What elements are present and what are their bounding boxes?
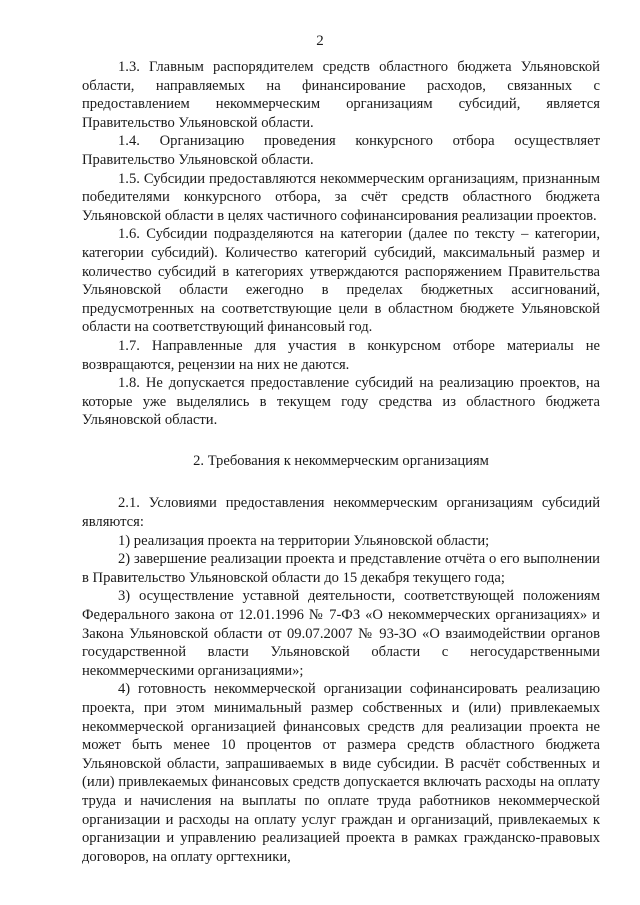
paragraph-1-6: 1.6. Субсидии подразделяются на категории (далее по тексту – категории, категории субсидий). Количество категорий субсидий, максимальный размер и количество субсидий в категориях утверждаются распоряжением Правительства Ульяновской области ежегодно в пределах бюджетных ассигнований, предусмотренных на соответствующие цели в областном бюджете Ульяновской области на соответствующий финансовый год. xyxy=(82,226,600,336)
paragraph-1-4: 1.4. Организацию проведения конкурсного отбора осуществляет Правительство Ульяновской области. xyxy=(82,133,600,168)
condition-item-3: 3) осуществление уставной деятельности, соответствующей положениям Федерального закона от 12.01.1996 № 7-ФЗ «О некоммерческих организациях» и Закона Ульяновской области от 09.07.2007 № 93-ЗО «О взаимодействии органов государственной власти Ульяновской области с негосударственными некоммерческими организациями»; xyxy=(82,588,600,679)
condition-item-2: 2) завершение реализации проекта и представление отчёта о его выполнении в Правительство Ульяновской области до 15 декабря текущего года; xyxy=(82,551,600,586)
condition-item-4: 4) готовность некоммерческой организации софинансировать реализацию проекта, при этом минимальный размер собственных и (или) привлекаемых некоммерческой организацией финансовых средств для реализации проекта не может быть менее 10 процентов от размера средств областного бюджета Ульяновской области, запрашиваемых в виде субсидии. В расчёт собственных и (или) привлекаемых финансовых средств допускается включать расходы на оплату труда и начисления на выплаты по оплате труда работников некоммерческой организации и расходы на оплату услуг граждан и организаций, привлекаемых к организации и управлению реализацией проекта в рамках гражданско-правовых договоров, на оплату оргтехники, xyxy=(82,681,600,865)
paragraph-1-3: 1.3. Главным распорядителем средств областного бюджета Ульяновской области, направляемых на финансирование расходов, связанных с предоставлением некоммерческим организациям субсидий, является Правительство Ульяновской области. xyxy=(82,59,600,131)
page-number: 2 xyxy=(316,33,324,49)
paragraph-1-5: 1.5. Субсидии предоставляются некоммерческим организациям, признанным победителями конкурсного отбора, за счёт средств областного бюджета Ульяновской области в целях частичного софинансирования реализации проектов. xyxy=(82,170,600,224)
section-heading: 2. Требования к некоммерческим организациям xyxy=(193,452,489,469)
paragraph-1-7: 1.7. Направленные для участия в конкурсном отборе материалы не возвращаются, рецензии на них не даются. xyxy=(82,337,600,373)
document-body xyxy=(82,58,600,866)
condition-item-1: 1) реализация проекта на территории Ульяновской области; xyxy=(118,532,490,549)
paragraph-2-1: 2.1. Условиями предоставления некоммерческим организациям субсидий являются: xyxy=(82,495,600,531)
paragraph-1-8: 1.8. Не допускается предоставление субсидий на реализацию проектов, на которые уже выделялись в текущем году средства из областного бюджета Ульяновской области. xyxy=(82,375,600,429)
